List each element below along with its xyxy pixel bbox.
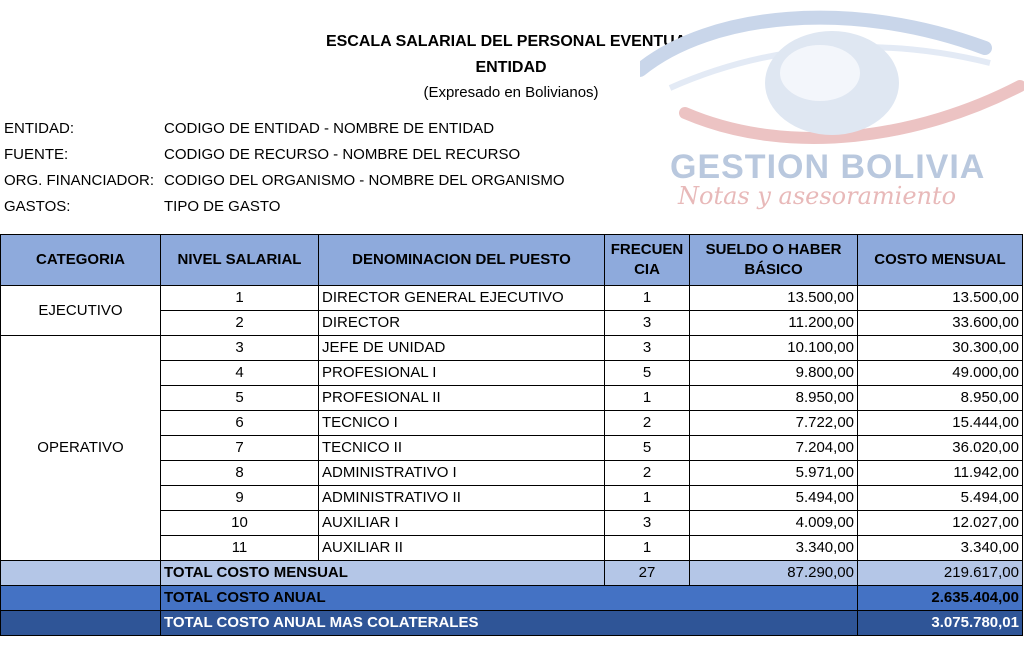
puesto-cell: TECNICO II [319,436,605,461]
sueldo-cell: 5.971,00 [690,461,858,486]
total-costo-colaterales: 3.075.780,01 [858,611,1023,636]
costo-cell: 36.020,00 [858,436,1023,461]
frec-cell: 1 [605,536,690,561]
info-label: GASTOS: [4,198,71,215]
costo-cell: 3.340,00 [858,536,1023,561]
costo-cell: 15.444,00 [858,411,1023,436]
frec-cell: 1 [605,286,690,311]
total-sueldo: 87.290,00 [690,561,858,586]
frec-cell: 2 [605,461,690,486]
sueldo-cell: 5.494,00 [690,486,858,511]
col-header-puesto: DENOMINACION DEL PUESTO [319,235,605,286]
col-header-sueldo: SUELDO O HABER BÁSICO [690,235,858,286]
costo-cell: 33.600,00 [858,311,1023,336]
empty-cell [1,611,161,636]
puesto-cell: AUXILIAR II [319,536,605,561]
col-header-frecuencia: FRECUEN CIA [605,235,690,286]
puesto-cell: ADMINISTRATIVO I [319,461,605,486]
puesto-cell: DIRECTOR GENERAL EJECUTIVO [319,286,605,311]
costo-cell: 49.000,00 [858,361,1023,386]
sueldo-cell: 11.200,00 [690,311,858,336]
category-cell: OPERATIVO [1,336,161,561]
nivel-cell: 2 [161,311,319,336]
total-anual-row [1,586,1023,611]
col-header-nivel: NIVEL SALARIAL [161,235,319,286]
nivel-cell: 1 [161,286,319,311]
sueldo-cell: 10.100,00 [690,336,858,361]
total-frec: 27 [605,561,690,586]
sueldo-cell: 3.340,00 [690,536,858,561]
frec-cell: 1 [605,386,690,411]
empty-cell [1,586,161,611]
costo-cell: 8.950,00 [858,386,1023,411]
total-mensual-label: TOTAL COSTO MENSUAL [161,561,605,586]
frec-cell: 3 [605,336,690,361]
info-value: CODIGO DE ENTIDAD - NOMBRE DE ENTIDAD [164,120,495,137]
nivel-cell: 4 [161,361,319,386]
sueldo-cell: 8.950,00 [690,386,858,411]
report-note-text: (Expresado en Bolivianos) [423,84,599,101]
nivel-cell: 5 [161,386,319,411]
puesto-cell: JEFE DE UNIDAD [319,336,605,361]
costo-cell: 12.027,00 [858,511,1023,536]
info-value: CODIGO DE RECURSO - NOMBRE DEL RECURSO [164,146,521,163]
salary-table [0,234,1023,636]
nivel-cell: 9 [161,486,319,511]
puesto-cell: PROFESIONAL I [319,361,605,386]
info-label: FUENTE: [4,146,69,163]
puesto-cell: AUXILIAR I [319,511,605,536]
frec-cell: 3 [605,311,690,336]
info-value: TIPO DE GASTO [164,198,281,215]
info-value: CODIGO DEL ORGANISMO - NOMBRE DEL ORGANISMO [164,172,565,189]
puesto-cell: ADMINISTRATIVO II [319,486,605,511]
total-costo-anual: 2.635.404,00 [858,586,1023,611]
total-costo-mensual: 219.617,00 [858,561,1023,586]
nivel-cell: 8 [161,461,319,486]
category-cell: EJECUTIVO [1,286,161,336]
logo-name: GESTION BOLIVIA [670,148,986,186]
frec-cell: 2 [605,411,690,436]
frec-cell: 3 [605,511,690,536]
logo-tagline: Notas y asesoramiento [678,182,957,210]
frec-cell: 5 [605,436,690,461]
total-colaterales-row [1,611,1023,636]
table-row [1,286,1023,311]
info-label: ENTIDAD: [4,120,75,137]
col-header-costo: COSTO MENSUAL [858,235,1023,286]
nivel-cell: 11 [161,536,319,561]
total-mensual-row [1,561,1023,586]
nivel-cell: 7 [161,436,319,461]
costo-cell: 5.494,00 [858,486,1023,511]
nivel-cell: 3 [161,336,319,361]
sueldo-cell: 4.009,00 [690,511,858,536]
costo-cell: 11.942,00 [858,461,1023,486]
report-title-text: ESCALA SALARIAL DEL PERSONAL EVENTUAL [325,33,697,50]
frec-cell: 5 [605,361,690,386]
info-label: ORG. FINANCIADOR: [4,172,155,189]
costo-cell: 13.500,00 [858,286,1023,311]
table-row [1,336,1023,361]
report-subtitle-text: ENTIDAD [475,59,547,76]
nivel-cell: 6 [161,411,319,436]
costo-cell: 30.300,00 [858,336,1023,361]
sueldo-cell: 7.204,00 [690,436,858,461]
puesto-cell: DIRECTOR [319,311,605,336]
total-colaterales-label: TOTAL COSTO ANUAL MAS COLATERALES [161,611,858,636]
sueldo-cell: 13.500,00 [690,286,858,311]
puesto-cell: PROFESIONAL II [319,386,605,411]
empty-cell [1,561,161,586]
table-header-row [1,235,1023,286]
sueldo-cell: 9.800,00 [690,361,858,386]
frec-cell: 1 [605,486,690,511]
nivel-cell: 10 [161,511,319,536]
total-anual-label: TOTAL COSTO ANUAL [161,586,858,611]
sueldo-cell: 7.722,00 [690,411,858,436]
col-header-categoria: CATEGORIA [1,235,161,286]
puesto-cell: TECNICO I [319,411,605,436]
